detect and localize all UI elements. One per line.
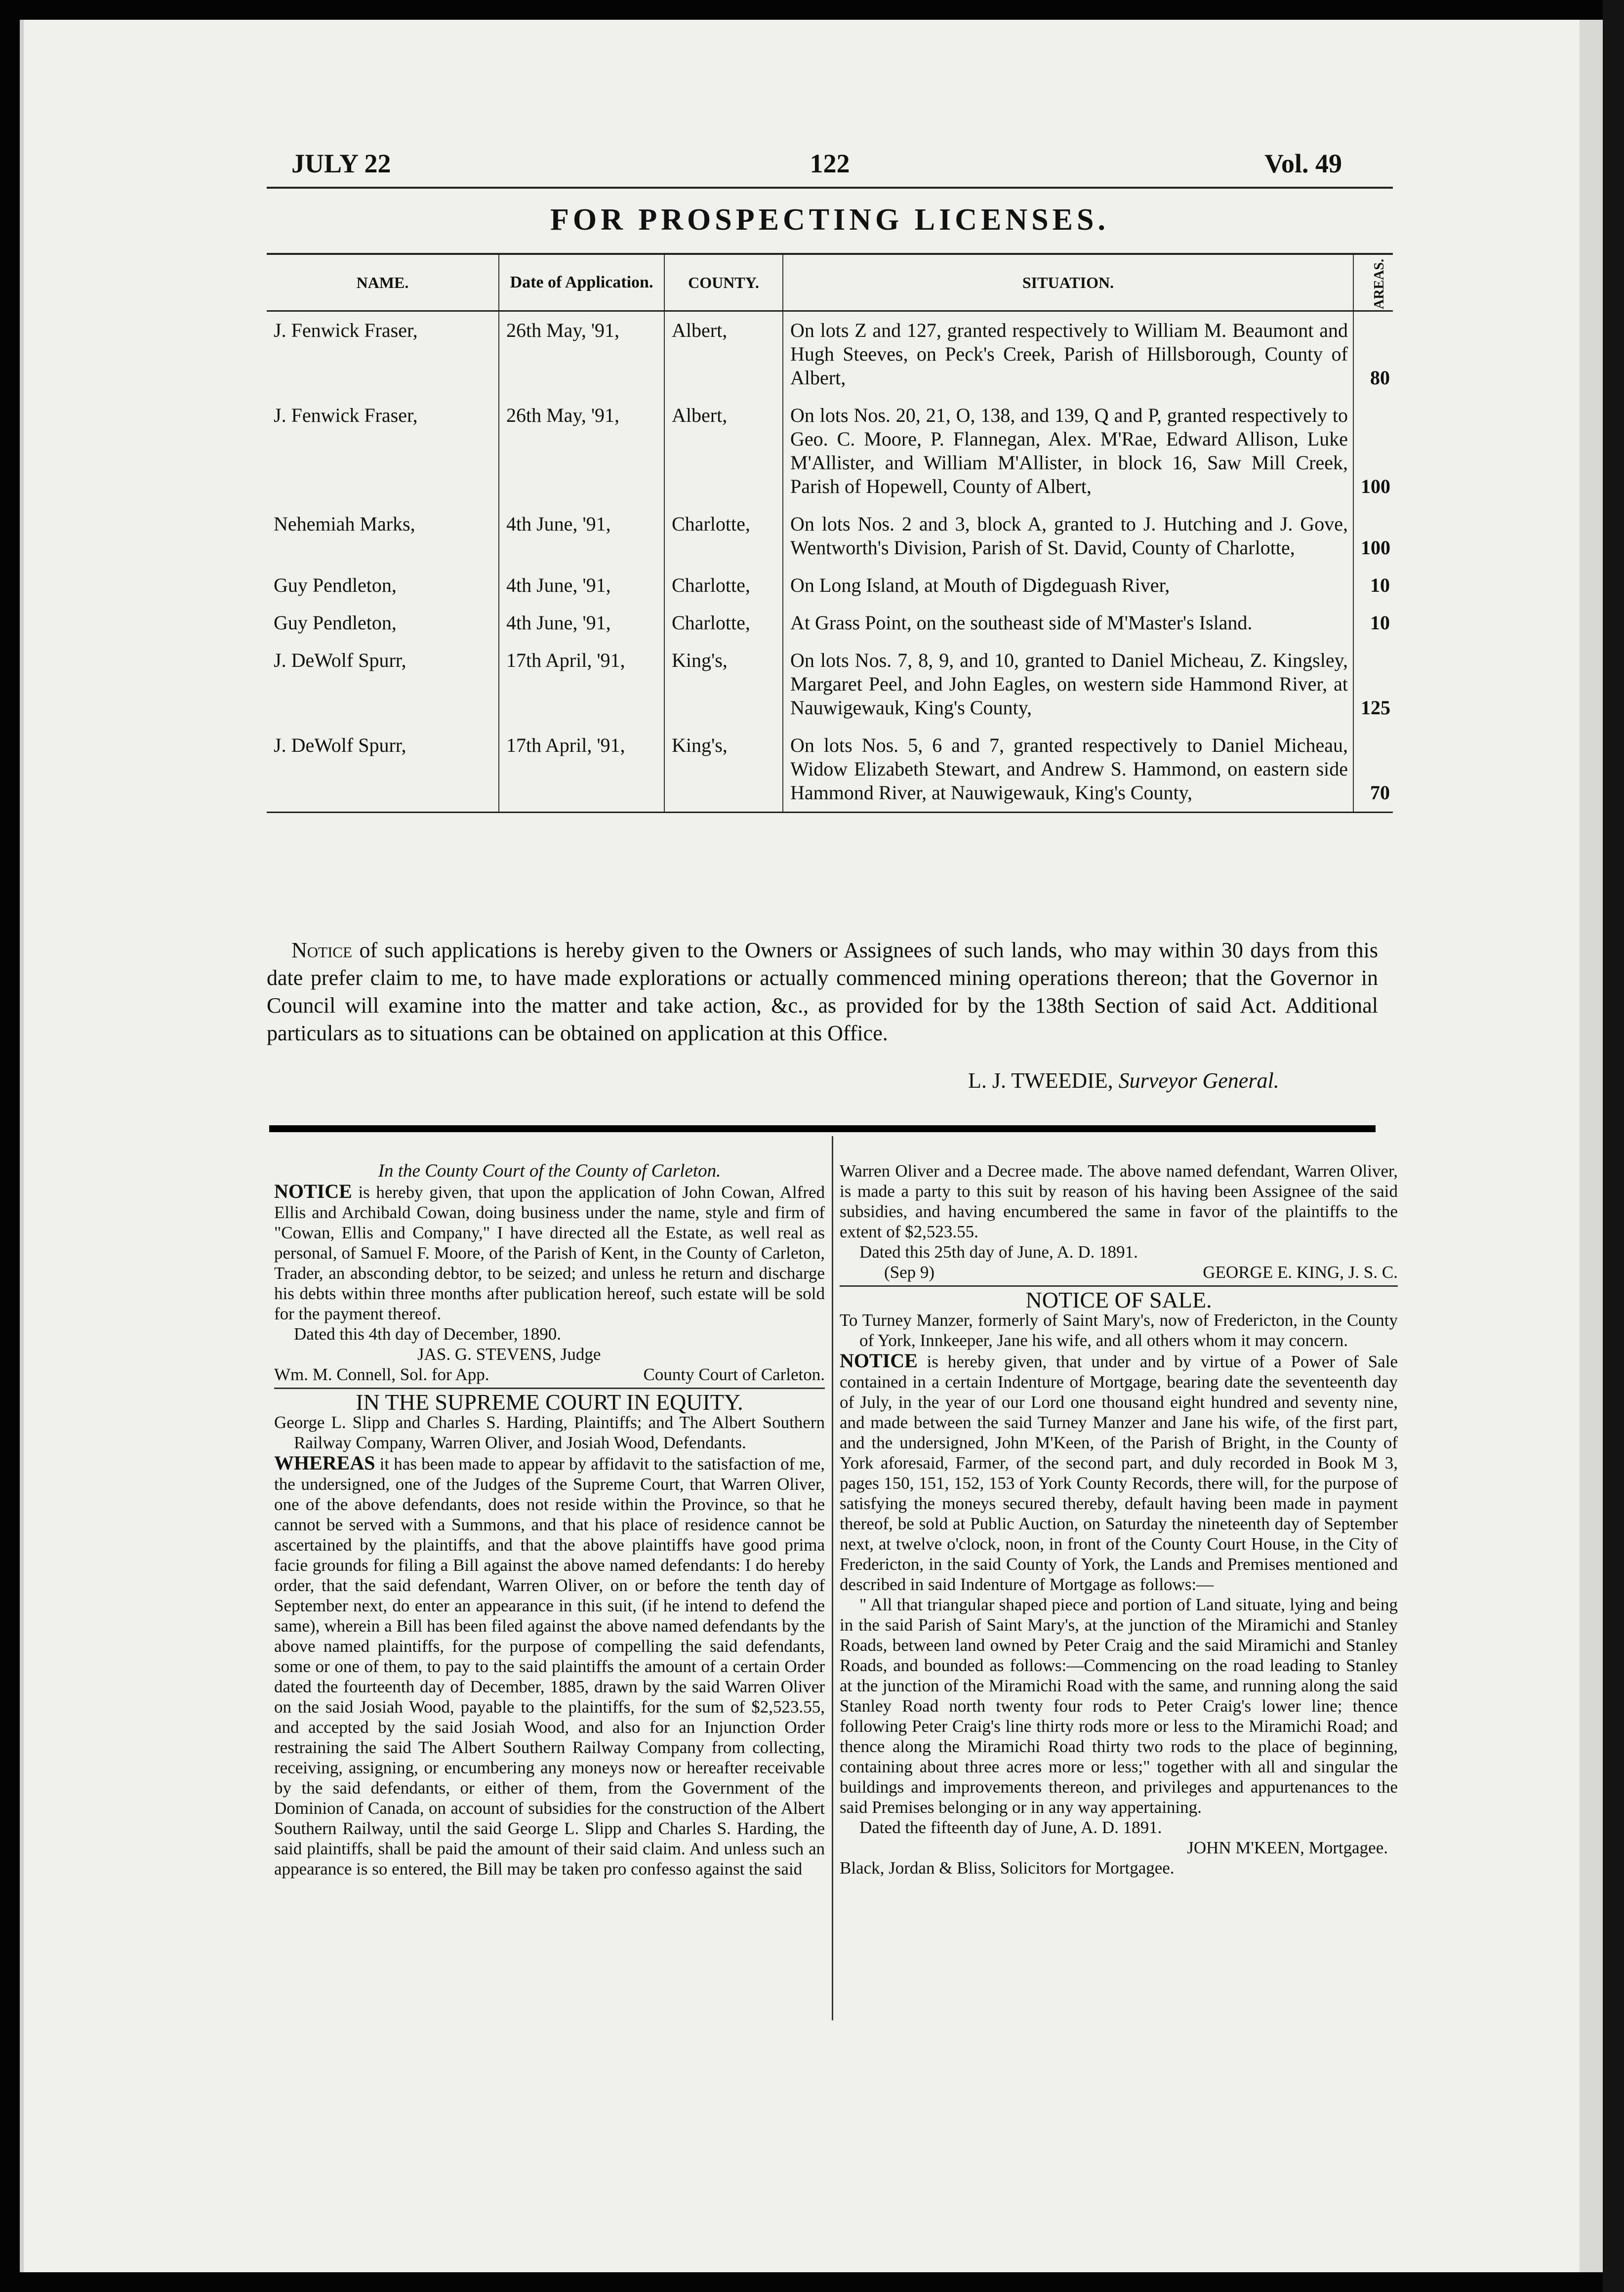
license-date: 4th June, '91, — [499, 505, 664, 567]
header-volume: Vol. 49 — [1264, 149, 1342, 178]
license-situation: On lots Nos. 20, 21, O, 138, and 139, Q and P, granted respectively to Geo. C. Moore, P. Flannegan, Alex. M'Rae, Edward Allison, Luke M'Allister, and William M'Allister, in block 16, Saw Mill Creek, Parish of Hopewell, County of Albert, — [783, 397, 1353, 505]
col-situation: SITUATION. — [783, 254, 1353, 311]
section-divider — [269, 1125, 1376, 1132]
surveyor-name: L. J. TWEEDIE, — [968, 1068, 1113, 1093]
license-situation: At Grass Point, on the southeast side of M'Master's Island. — [783, 604, 1353, 642]
license-name: Guy Pendleton, — [274, 612, 397, 634]
license-county: King's, — [664, 727, 783, 813]
license-county: Albert, — [664, 397, 783, 505]
header-date: JULY 22 — [291, 149, 391, 178]
licenses-table — [267, 253, 1393, 813]
carleton-dated: Dated this 4th day of December, 1890. — [294, 1324, 561, 1344]
carleton-body: is hereby given, that upon the application of John Cowan, Alfred Ellis and Archibald Cowan, doing business under the name, style and firm of "Cowan, Ellis and Company," I have directed all the Estate, as well real as personal, of Samuel F. Moore, of the Parish of Kent, in the County of Carleton, Trader, an absconding debtor, to be seized; and unless he return and discharge his debts within three months after publication hereof, such estate will be sold for the payment thereof. — [274, 1183, 825, 1323]
sale-dated: Dated the fifteenth day of June, A. D. 1891. — [859, 1818, 1162, 1837]
equity-signoff — [840, 1262, 1398, 1282]
sale-solicitors: Black, Jordan & Bliss, Solicitors for Mortgagee. — [840, 1858, 1175, 1878]
license-county: Charlotte, — [664, 604, 783, 642]
license-date: 4th June, '91, — [499, 567, 664, 604]
license-row — [267, 567, 1393, 604]
left-rule — [274, 1388, 825, 1389]
license-date: 4th June, '91, — [499, 604, 664, 642]
licenses-notice — [267, 937, 1378, 1047]
license-row — [267, 397, 1393, 505]
equity-judge: GEORGE E. KING, J. S. C. — [1203, 1263, 1398, 1282]
table-header-row — [267, 254, 1393, 311]
sale-address: To Turney Manzer, formerly of Saint Mary's, now of Fredericton, in the County of York, Innkeeper, Jane his wife, and all others whom it may concern. — [840, 1310, 1398, 1350]
carleton-signoff — [274, 1364, 825, 1385]
sale-lead: NOTICE — [840, 1350, 918, 1372]
license-area: 80 — [1353, 311, 1393, 397]
license-situation: On lots Nos. 5, 6 and 7, granted respectively to Daniel Micheau, Widow Elizabeth Stewart, and Andrew S. Hammond, on eastern side Hammond River, at Nauwigewauk, King's County, — [783, 727, 1353, 813]
sale-heading: NOTICE OF SALE. — [1025, 1287, 1212, 1312]
binding-shadow — [1603, 0, 1624, 2292]
sale-body: is hereby given, that under and by virtue of a Power of Sale contained in a certain Indenture of Mortgage, bearing date the seventeenth day of July, in the year of our Lord one thousand eight hundred and seventy nine, and made between the said Turney Manzer and Jane his wife, of the first part, and the undersigned, John M'Keen, of the Parish of Bright, in the County of York aforesaid, Farmer, of the second part, and duly recorded in Book M 3, pages 150, 151, 152, 153 of York County Records, there will, for the purpose of satisfying the moneys secured thereby, default having been made in payment thereof, be sold at Public Auction, on Saturday the nineteenth day of September next, at twelve o'clock, noon, in front of the County Court House, in the City of Fredericton, in the said County of York, the Lands and Premises mentioned and described in said Indenture of Mortgage as follows:— — [840, 1352, 1398, 1594]
license-name: J. Fenwick Fraser, — [274, 404, 418, 426]
surveyor-signature — [968, 1068, 1279, 1093]
license-date: 26th May, '91, — [499, 311, 664, 397]
license-row — [267, 642, 1393, 727]
license-county: Charlotte, — [664, 505, 783, 567]
license-name: J. DeWolf Spurr, — [274, 649, 406, 671]
license-row — [267, 604, 1393, 642]
carleton-lead: NOTICE — [274, 1180, 352, 1202]
license-date: 17th April, '91, — [499, 642, 664, 727]
column-divider — [832, 1136, 833, 2020]
header-rule — [267, 187, 1393, 189]
license-date: 26th May, '91, — [499, 397, 664, 505]
col-areas — [1353, 254, 1393, 311]
license-date: 17th April, '91, — [499, 727, 664, 813]
equity-dated: Dated this 25th day of June, A. D. 1891. — [859, 1242, 1138, 1262]
license-situation: On lots Nos. 2 and 3, block A, granted to J. Hutching and J. Gove, Wentworth's Division, Parish of St. David, County of Charlotte, — [783, 505, 1353, 567]
right-column — [840, 1161, 1398, 1878]
license-county: Albert, — [664, 311, 783, 397]
license-name: Guy Pendleton, — [274, 574, 397, 596]
license-name: J. Fenwick Fraser, — [274, 319, 418, 341]
carleton-heading: In the County Court of the County of Carleton. — [378, 1161, 721, 1181]
license-situation: On lots Nos. 7, 8, 9, and 10, granted to Daniel Micheau, Z. Kingsley, Margaret Peel, and John Eagles, on western side Hammond River, at Nauwigewauk, King's County, — [783, 642, 1353, 727]
license-row — [267, 727, 1393, 813]
licenses-title: FOR PROSPECTING LICENSES. — [550, 203, 1109, 237]
equity-body: it has been made to appear by affidavit to the satisfaction of me, the undersigned, one of the Judges of the Supreme Court, that Warren Oliver, one of the above defendants, does not reside within the Province, so that he cannot be served with a Summons, and that his place of residence cannot be ascertained by the plaintiffs, and that the above plaintiffs have good prima facie grounds for filing a Bill against the above named defendants: I do hereby order, that the said defendant, Warren Oliver, on or before the tenth day of September next, do enter an appearance in this suit, (if he intend to defend the same), wherein a Bill has been filed against the above named defendants by the above named plaintiffs, for the purpose of compelling the said defendants, some or one of them, to pay to the said plaintiffs the amount of a certain Order dated the fourteenth day of December, 1885, drawn by the said Warren Oliver on the said Josiah Wood, payable to the plaintiffs, for the sum of $2,523.55, and accepted by the said Josiah Wood, and also for an Injunction Order restraining the said The Albert Southern Railway Company from collecting, receiving, assigning, or encumbering any moneys now or hereafter receivable by the said defendants, or either of them, from the Government of the Dominion of Canada, on account of subsidies for the construction of the Albert Southern Railway, until the said George L. Slipp and Charles S. Harding, the said plaintiffs, shall be paid the amount of their said claim. And unless such an appearance is so entered, the Bill may be taken pro confesso against the said — [274, 1454, 825, 1879]
license-county: King's, — [664, 642, 783, 727]
right-rule — [840, 1285, 1398, 1287]
license-area: 10 — [1353, 567, 1393, 604]
license-area: 70 — [1353, 727, 1393, 813]
notice-text: of such applications is hereby given to the Owners or Assignees of such lands, who may within 30 days from this date prefer claim to me, to have made explorations or actually commenced mining operations thereon; that the Governor in Council will examine into the matter and take action, &c., as provided for by the 138th Section of said Act. Additional particulars as to situations can be obtained on application at this Office. — [267, 938, 1378, 1045]
license-area: 125 — [1353, 642, 1393, 727]
surveyor-title: Surveyor General. — [1118, 1068, 1279, 1093]
col-areas-label: AREAS. — [1371, 258, 1387, 309]
col-date: Date of Application. — [499, 254, 664, 311]
carleton-judge: JAS. G. STEVENS, Judge — [417, 1345, 601, 1364]
license-name: Nehemiah Marks, — [274, 513, 415, 535]
notice-lead: Notice — [291, 938, 353, 962]
col-name: NAME. — [267, 254, 499, 311]
col-county: COUNTY. — [664, 254, 783, 311]
equity-parties: George L. Slipp and Charles S. Harding, Plaintiffs; and The Albert Southern Railway Company, Warren Oliver, and Josiah Wood, Defendants. — [274, 1413, 825, 1452]
license-area: 100 — [1353, 505, 1393, 567]
license-county: Charlotte, — [664, 567, 783, 604]
sale-mortgagee: JOHN M'KEEN, Mortgagee. — [1187, 1838, 1388, 1857]
license-situation: On lots Z and 127, granted respectively to William M. Beaumont and Hugh Steeves, on Peck's Creek, Parish of Hillsborough, County of Albert, — [783, 311, 1353, 397]
carleton-court: County Court of Carleton. — [643, 1365, 825, 1384]
license-situation: On Long Island, at Mouth of Digdeguash River, — [783, 567, 1353, 604]
license-area: 10 — [1353, 604, 1393, 642]
page-number: 122 — [810, 149, 850, 178]
equity-tag: (Sep 9) — [884, 1263, 935, 1282]
equity-heading: IN THE SUPREME COURT IN EQUITY. — [356, 1390, 743, 1415]
sale-quote: " All that triangular shaped piece and portion of Land situate, lying and being in the said Parish of Saint Mary's, at the junction of the Miramichi and Stanley Roads, between land owned by Peter Craig and the said Miramichi and Stanley Roads, and bounded as follows:—Commencing on the road leading to Stanley at the junction of the Miramichi Road with the same, and running along the said Stanley Road north twenty four rods to Peter Craig's lower line; thence following Peter Craig's line thirty rods more or less to the Miramichi Road; and thence along the Miramichi Road thirty two rods to the place of beginning, containing about three acres more or less;" together with all and singular the buildings and improvements thereon, and privileges and appurtenances to the said Premises belonging or in any way appertaining. — [840, 1595, 1398, 1817]
license-row — [267, 311, 1393, 397]
equity-lead: WHEREAS — [274, 1452, 375, 1474]
license-area: 100 — [1353, 397, 1393, 505]
license-row — [267, 505, 1393, 567]
license-name: J. DeWolf Spurr, — [267, 727, 499, 813]
left-column — [274, 1161, 825, 1879]
equity-continued: Warren Oliver and a Decree made. The above named defendant, Warren Oliver, is made a party to this suit by reason of his having been Assignee of the said subsidies, and having encumbered the same in favor of the plaintiffs to the extent of $2,523.55. — [840, 1161, 1398, 1241]
carleton-solicitor: Wm. M. Connell, Sol. for App. — [274, 1365, 489, 1384]
